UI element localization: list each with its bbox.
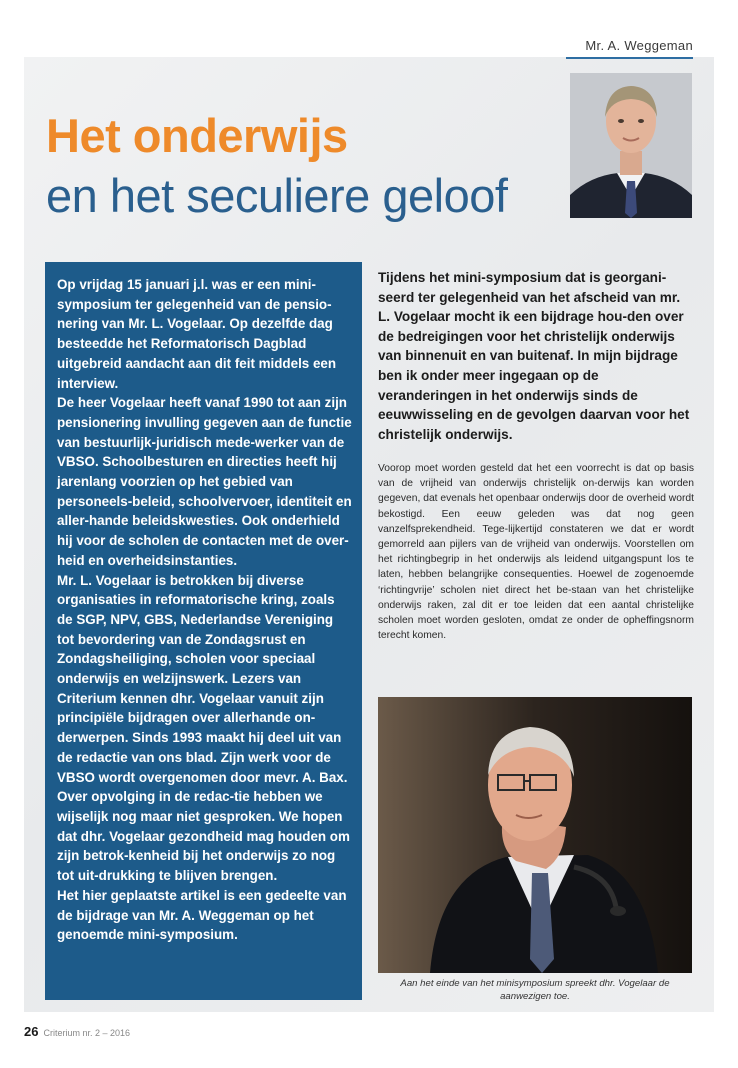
article-lead: Tijdens het mini-symposium dat is georgani-seerd ter gelegenheid van het afscheid van mr. L. Vogelaar mocht ik een bijdrage hou-den over de bedreigingen voor het christelijk onderwijs van binnenuit en van buitenaf. In mijn bijdrage ben ik onder meer ingegaan op de veranderingen in het onderwijs sinds de eeuwwisseling en de gevolgen daarvan voor het christelijk onderwijs. (378, 270, 690, 442)
speaker-photo (378, 697, 692, 973)
intro-box (45, 262, 362, 1000)
title-line-2: en het seculiere geloof (46, 169, 508, 222)
title-line-1: Het onderwijs (46, 109, 348, 162)
page-footer (24, 1024, 130, 1039)
magazine-issue: Criterium nr. 2 – 2016 (43, 1028, 131, 1038)
intro-paragraph: Het hier geplaatste artikel is een gedeelte van de bijdrage van Mr. A. Weggeman op het genoemde mini-symposium. (57, 887, 347, 943)
intro-paragraph: Op vrijdag 15 januari j.l. was er een mini-symposium ter gelegenheid van de pensio-nering van Mr. L. Vogelaar. Op dezelfde dag besteedde het Reformatorisch Dagblad uitgebreid aandacht aan dit feit middels een interview. (57, 277, 337, 391)
author-name: Mr. A. Weggeman (585, 38, 693, 53)
author-underline (566, 57, 693, 59)
article-body: Voorop moet worden gesteld dat het een voorrecht is dat op basis van de vrijheid van onderwijs christelijk on-derwijs kan worden gegeven, dat evenals het openbaar onderwijs door de overheid wordt bekostigd. Een eeuw geleden was dat nog geen vanzelfsprekendheid. Tege-lijkertijd constateren we dat er wordt gemorreld aan pijlers van de vrijheid van onderwijs. Voorstellen om het richtingbegrip in het onderwijs als leidend uitgangspunt los te laten, hebben belangrijke consequenties. Hoewel de zogenoemde ‘richtingvrije’ scholen niet direct het be-staan van het christelijke onderwijs raken, zal dit er toe leiden dat een aantal christelijke scholen moet worden gesloten, omdat ze onder de opheffingsnorm terecht komen. (378, 463, 694, 642)
page-number: 26 (24, 1024, 39, 1039)
photo-caption: Aan het einde van het minisymposium spreekt dhr. Vogelaar de aanwezigen toe. (400, 978, 670, 1002)
author-portrait (570, 73, 692, 218)
intro-paragraph: De heer Vogelaar heeft vanaf 1990 tot aan zijn pensionering invulling gegeven aan de functie van bestuurlijk-juridisch mede-werker van de VBSO. Schoolbesturen en directies heeft hij jarenlang voorzien op het gebied van personeels-beleid, schoolvervoer, identiteit en aller-hande beleidskwesties. Ook onderhield hij voor de scholen de contacten met de over-heid en overheidsinstanties. (57, 395, 352, 568)
intro-paragraph: Mr. L. Vogelaar is betrokken bij diverse organisaties in reformatorische kring, zoals de SGP, NPV, GBS, Nederlandse Vereniging tot bevordering van de Zondagsrust en Zondagsheiliging, scholen voor speciaal onderwijs en welzijnswerk. Lezers van Criterium kennen dhr. Vogelaar vanuit zijn principiële bijdragen over allerhande on-derwerpen. Sinds 1993 maakt hij deel uit van de redactie van ons blad. Zijn werk voor de VBSO wordt overgenomen door mevr. A. Bax. Over opvolging in de redac-tie hebben we wijselijk nog maar niet gesproken. We hopen dat dhr. Vogelaar gezondheid mag houden om zijn betrok-kenheid bij het onderwijs zo nog tot uit-drukking te blijven brengen. (57, 572, 350, 884)
